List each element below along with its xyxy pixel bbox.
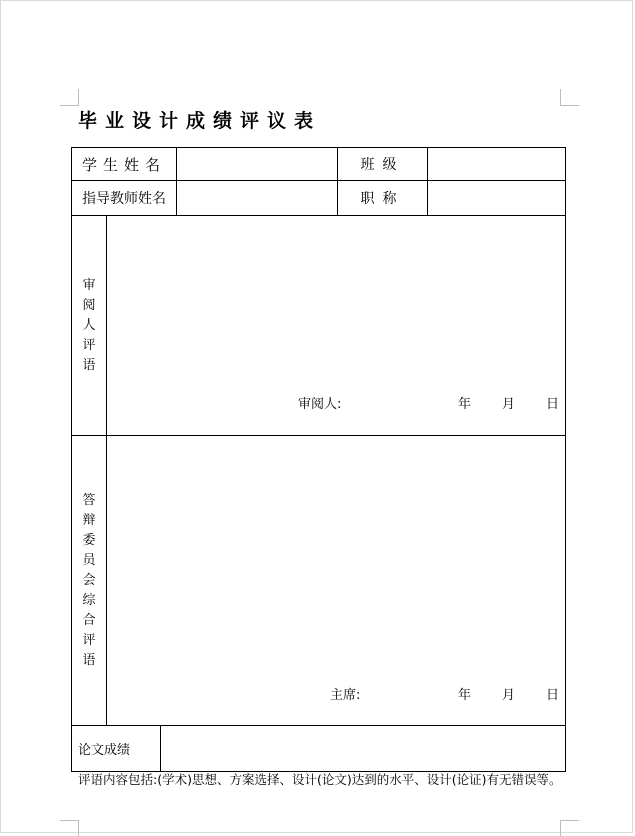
vchar: 答 [82, 492, 96, 508]
crop-mark-bottom-left [60, 820, 79, 836]
student-name-label-cell [71, 147, 177, 181]
vchar: 委 [82, 532, 96, 548]
class-label: 班级 [360, 157, 405, 173]
vchar: 合 [82, 612, 96, 628]
crop-mark-bottom-right [560, 820, 579, 836]
vchar: 会 [82, 572, 96, 588]
chair-date-year: 年 [458, 688, 472, 703]
vchar: 综 [82, 592, 96, 608]
student-name-field[interactable] [176, 147, 338, 181]
advisor-name-field[interactable] [176, 180, 338, 216]
committee-comment-area[interactable] [106, 435, 566, 726]
vchar: 员 [82, 552, 96, 568]
vchar: 语 [82, 357, 96, 373]
class-label-cell [337, 147, 428, 181]
vchar: 语 [82, 652, 96, 668]
committee-comment-label [71, 435, 107, 726]
reviewer-signature-label: 审阅人: [298, 397, 342, 412]
reviewer-date-month: 月 [502, 397, 516, 412]
advisor-name-label: 指导教师姓名 [82, 191, 166, 207]
thesis-grade-label-cell [71, 725, 161, 772]
student-name-label: 学生姓名 [81, 155, 166, 174]
crop-mark-top-left [60, 89, 79, 106]
reviewer-date-year: 年 [458, 397, 472, 412]
vchar: 评 [82, 632, 96, 648]
chair-signature-label: 主席: [330, 688, 361, 703]
chair-date-day: 日 [546, 688, 560, 703]
reviewer-comment-label [71, 215, 107, 436]
crop-mark-top-right [560, 89, 579, 106]
footnote: 评语内容包括:(学术)思想、方案选择、设计(论文)达到的水平、设计(论证)有无错误等。 [78, 772, 562, 787]
thesis-grade-field[interactable] [160, 725, 566, 772]
class-field[interactable] [427, 147, 566, 181]
vchar: 辩 [82, 512, 96, 528]
title-rank-label: 职称 [360, 191, 405, 207]
vchar: 人 [82, 317, 96, 333]
advisor-name-label-cell [71, 180, 177, 216]
reviewer-date-day: 日 [546, 397, 560, 412]
thesis-grade-label: 论文成绩 [78, 743, 131, 758]
title-rank-label-cell [337, 180, 428, 216]
page-title: 毕业设计成绩评议表 [78, 110, 322, 132]
vchar: 阅 [82, 297, 96, 313]
chair-date-month: 月 [502, 688, 516, 703]
vchar: 评 [82, 337, 96, 353]
vchar: 审 [82, 277, 96, 293]
title-rank-field[interactable] [427, 180, 566, 216]
